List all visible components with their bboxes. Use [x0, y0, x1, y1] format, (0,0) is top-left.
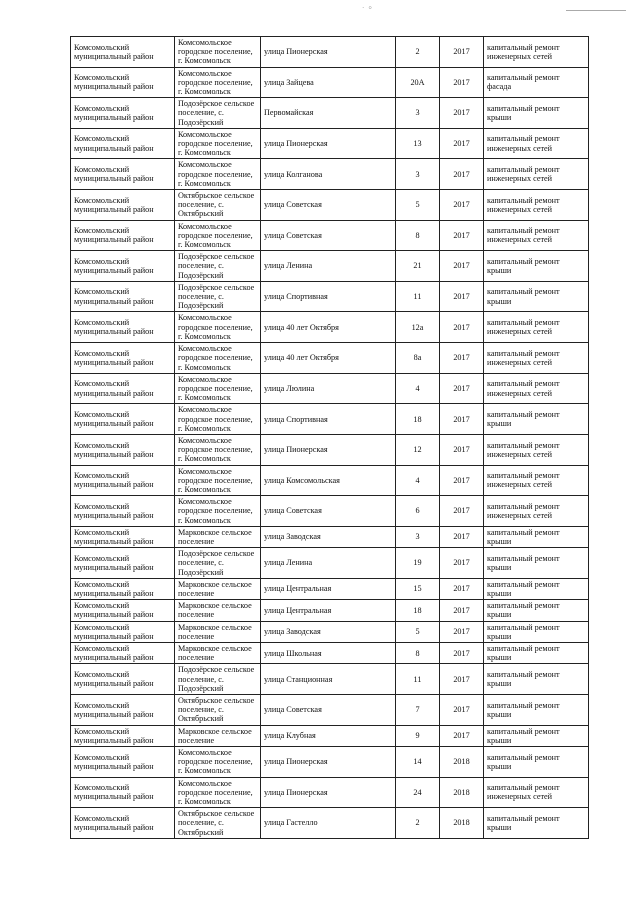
table-row [71, 695, 589, 726]
year-cell: 2017 [440, 67, 484, 98]
street-cell: Первомайская [261, 98, 396, 129]
street-cell: улица Школьная [261, 642, 396, 663]
work-type-cell: капитальный ремонт крыши [484, 404, 589, 435]
settlement-cell: Марковское сельское поселение [175, 526, 261, 547]
street-cell: улица Ленина [261, 548, 396, 579]
work-type-cell: капитальный ремонт крыши [484, 98, 589, 129]
settlement-cell: Комсомольское городское поселение, г. Комсомольск [175, 434, 261, 465]
settlement-cell: Комсомольское городское поселение, г. Комсомольск [175, 373, 261, 404]
settlement-cell: Комсомольское городское поселение, г. Комсомольск [175, 128, 261, 159]
work-type-cell: капитальный ремонт крыши [484, 808, 589, 839]
house-number-cell: 5 [396, 190, 440, 221]
table-row [71, 128, 589, 159]
house-number-cell: 11 [396, 664, 440, 695]
header-mark: · ⸰ [362, 4, 374, 12]
street-cell: улица Пионерская [261, 37, 396, 68]
table-row [71, 621, 589, 642]
year-cell: 2017 [440, 312, 484, 343]
district-cell: Комсомольский муниципальный район [71, 251, 175, 282]
settlement-cell: Комсомольское городское поселение, г. Комсомольск [175, 343, 261, 374]
house-number-cell: 3 [396, 98, 440, 129]
house-number-cell: 5 [396, 621, 440, 642]
year-cell: 2017 [440, 548, 484, 579]
district-cell: Комсомольский муниципальный район [71, 664, 175, 695]
district-cell: Комсомольский муниципальный район [71, 526, 175, 547]
house-number-cell: 18 [396, 600, 440, 621]
street-cell: улица Гастелло [261, 808, 396, 839]
settlement-cell: Комсомольское городское поселение, г. Комсомольск [175, 404, 261, 435]
work-type-cell: капитальный ремонт крыши [484, 642, 589, 663]
street-cell: улица Центральная [261, 578, 396, 599]
settlement-cell: Подозёрское сельское поселение, с. Подозёрский [175, 98, 261, 129]
table-row [71, 725, 589, 746]
street-cell: улица Советская [261, 496, 396, 527]
district-cell: Комсомольский муниципальный район [71, 621, 175, 642]
table-row [71, 808, 589, 839]
street-cell: улица Советская [261, 190, 396, 221]
year-cell: 2017 [440, 373, 484, 404]
year-cell: 2017 [440, 695, 484, 726]
house-number-cell: 2 [396, 37, 440, 68]
district-cell: Комсомольский муниципальный район [71, 343, 175, 374]
table-row [71, 281, 589, 312]
table-row [71, 777, 589, 808]
district-cell: Комсомольский муниципальный район [71, 808, 175, 839]
house-number-cell: 3 [396, 526, 440, 547]
work-type-cell: капитальный ремонт крыши [484, 578, 589, 599]
street-cell: улица Спортивная [261, 281, 396, 312]
district-cell: Комсомольский муниципальный район [71, 496, 175, 527]
street-cell: улица Пионерская [261, 747, 396, 778]
settlement-cell: Марковское сельское поселение [175, 642, 261, 663]
header-rule [566, 10, 626, 11]
settlement-cell: Марковское сельское поселение [175, 600, 261, 621]
district-cell: Комсомольский муниципальный район [71, 777, 175, 808]
street-cell: улица Клубная [261, 725, 396, 746]
settlement-cell: Октябрьское сельское поселение, с. Октябрьский [175, 190, 261, 221]
district-cell: Комсомольский муниципальный район [71, 281, 175, 312]
year-cell: 2017 [440, 159, 484, 190]
year-cell: 2017 [440, 220, 484, 251]
house-number-cell: 7 [396, 695, 440, 726]
house-number-cell: 19 [396, 548, 440, 579]
settlement-cell: Комсомольское городское поселение, г. Комсомольск [175, 777, 261, 808]
table-row [71, 496, 589, 527]
table-row [71, 190, 589, 221]
year-cell: 2017 [440, 251, 484, 282]
street-cell: улица Комсомольская [261, 465, 396, 496]
house-number-cell: 13 [396, 128, 440, 159]
year-cell: 2018 [440, 808, 484, 839]
house-number-cell: 9 [396, 725, 440, 746]
house-number-cell: 4 [396, 465, 440, 496]
work-type-cell: капитальный ремонт крыши [484, 281, 589, 312]
repair-registry-table [70, 36, 589, 839]
year-cell: 2017 [440, 281, 484, 312]
table-row [71, 434, 589, 465]
settlement-cell: Комсомольское городское поселение, г. Комсомольск [175, 67, 261, 98]
work-type-cell: капитальный ремонт инженерных сетей [484, 190, 589, 221]
work-type-cell: капитальный ремонт крыши [484, 747, 589, 778]
district-cell: Комсомольский муниципальный район [71, 373, 175, 404]
year-cell: 2017 [440, 600, 484, 621]
year-cell: 2017 [440, 434, 484, 465]
table-body [71, 37, 589, 839]
table-row [71, 98, 589, 129]
house-number-cell: 18 [396, 404, 440, 435]
district-cell: Комсомольский муниципальный район [71, 220, 175, 251]
settlement-cell: Комсомольское городское поселение, г. Комсомольск [175, 159, 261, 190]
house-number-cell: 8 [396, 220, 440, 251]
settlement-cell: Марковское сельское поселение [175, 621, 261, 642]
settlement-cell: Марковское сельское поселение [175, 578, 261, 599]
settlement-cell: Комсомольское городское поселение, г. Комсомольск [175, 747, 261, 778]
year-cell: 2017 [440, 664, 484, 695]
table-row [71, 251, 589, 282]
table-row [71, 373, 589, 404]
year-cell: 2017 [440, 128, 484, 159]
table-row [71, 526, 589, 547]
table-row [71, 159, 589, 190]
work-type-cell: капитальный ремонт инженерных сетей [484, 373, 589, 404]
district-cell: Комсомольский муниципальный район [71, 128, 175, 159]
work-type-cell: капитальный ремонт инженерных сетей [484, 312, 589, 343]
work-type-cell: капитальный ремонт крыши [484, 526, 589, 547]
year-cell: 2017 [440, 621, 484, 642]
table-row [71, 37, 589, 68]
settlement-cell: Комсомольское городское поселение, г. Комсомольск [175, 465, 261, 496]
house-number-cell: 3 [396, 159, 440, 190]
district-cell: Комсомольский муниципальный район [71, 434, 175, 465]
settlement-cell: Подозёрское сельское поселение, с. Подозёрский [175, 251, 261, 282]
house-number-cell: 21 [396, 251, 440, 282]
district-cell: Комсомольский муниципальный район [71, 747, 175, 778]
street-cell: улица Центральная [261, 600, 396, 621]
work-type-cell: капитальный ремонт инженерных сетей [484, 496, 589, 527]
settlement-cell: Комсомольское городское поселение, г. Комсомольск [175, 312, 261, 343]
street-cell: улица Заводская [261, 621, 396, 642]
table-row [71, 312, 589, 343]
work-type-cell: капитальный ремонт крыши [484, 251, 589, 282]
street-cell: улица Пионерская [261, 777, 396, 808]
work-type-cell: капитальный ремонт инженерных сетей [484, 128, 589, 159]
house-number-cell: 6 [396, 496, 440, 527]
settlement-cell: Октябрьское сельское поселение, с. Октябрьский [175, 808, 261, 839]
table-row [71, 642, 589, 663]
street-cell: улица Советская [261, 220, 396, 251]
table-row [71, 67, 589, 98]
house-number-cell: 12 [396, 434, 440, 465]
district-cell: Комсомольский муниципальный район [71, 578, 175, 599]
work-type-cell: капитальный ремонт инженерных сетей [484, 159, 589, 190]
street-cell: улица Ленина [261, 251, 396, 282]
year-cell: 2017 [440, 190, 484, 221]
settlement-cell: Подозёрское сельское поселение, с. Подозёрский [175, 281, 261, 312]
settlement-cell: Подозёрское сельское поселение, с. Подозёрский [175, 664, 261, 695]
work-type-cell: капитальный ремонт инженерных сетей [484, 37, 589, 68]
district-cell: Комсомольский муниципальный район [71, 548, 175, 579]
district-cell: Комсомольский муниципальный район [71, 465, 175, 496]
year-cell: 2017 [440, 98, 484, 129]
street-cell: улица 40 лет Октября [261, 343, 396, 374]
house-number-cell: 20А [396, 67, 440, 98]
work-type-cell: капитальный ремонт инженерных сетей [484, 465, 589, 496]
table-row [71, 343, 589, 374]
year-cell: 2017 [440, 465, 484, 496]
street-cell: улица Спортивная [261, 404, 396, 435]
table-row [71, 548, 589, 579]
work-type-cell: капитальный ремонт крыши [484, 664, 589, 695]
work-type-cell: капитальный ремонт крыши [484, 725, 589, 746]
district-cell: Комсомольский муниципальный район [71, 404, 175, 435]
year-cell: 2017 [440, 37, 484, 68]
table-row [71, 220, 589, 251]
street-cell: улица Советская [261, 695, 396, 726]
district-cell: Комсомольский муниципальный район [71, 190, 175, 221]
street-cell: улица Пионерская [261, 128, 396, 159]
house-number-cell: 8а [396, 343, 440, 374]
table-row [71, 578, 589, 599]
house-number-cell: 4 [396, 373, 440, 404]
district-cell: Комсомольский муниципальный район [71, 725, 175, 746]
district-cell: Комсомольский муниципальный район [71, 37, 175, 68]
district-cell: Комсомольский муниципальный район [71, 642, 175, 663]
work-type-cell: капитальный ремонт крыши [484, 600, 589, 621]
street-cell: улица Пионерская [261, 434, 396, 465]
work-type-cell: капитальный ремонт крыши [484, 695, 589, 726]
street-cell: улица Заводская [261, 526, 396, 547]
district-cell: Комсомольский муниципальный район [71, 67, 175, 98]
year-cell: 2018 [440, 747, 484, 778]
street-cell: улица Колганова [261, 159, 396, 190]
settlement-cell: Марковское сельское поселение [175, 725, 261, 746]
work-type-cell: капитальный ремонт инженерных сетей [484, 434, 589, 465]
year-cell: 2017 [440, 642, 484, 663]
street-cell: улица Станционная [261, 664, 396, 695]
street-cell: улица Люлина [261, 373, 396, 404]
table-row [71, 600, 589, 621]
year-cell: 2017 [440, 343, 484, 374]
district-cell: Комсомольский муниципальный район [71, 159, 175, 190]
district-cell: Комсомольский муниципальный район [71, 600, 175, 621]
work-type-cell: капитальный ремонт крыши [484, 548, 589, 579]
street-cell: улица 40 лет Октября [261, 312, 396, 343]
year-cell: 2017 [440, 526, 484, 547]
work-type-cell: капитальный ремонт инженерных сетей [484, 343, 589, 374]
house-number-cell: 12а [396, 312, 440, 343]
district-cell: Комсомольский муниципальный район [71, 695, 175, 726]
settlement-cell: Подозёрское сельское поселение, с. Подозёрский [175, 548, 261, 579]
house-number-cell: 14 [396, 747, 440, 778]
year-cell: 2017 [440, 496, 484, 527]
settlement-cell: Комсомольское городское поселение, г. Комсомольск [175, 37, 261, 68]
house-number-cell: 24 [396, 777, 440, 808]
district-cell: Комсомольский муниципальный район [71, 312, 175, 343]
year-cell: 2018 [440, 777, 484, 808]
work-type-cell: капитальный ремонт инженерных сетей [484, 220, 589, 251]
work-type-cell: капитальный ремонт инженерных сетей [484, 777, 589, 808]
settlement-cell: Октябрьское сельское поселение, с. Октябрьский [175, 695, 261, 726]
house-number-cell: 8 [396, 642, 440, 663]
table-row [71, 747, 589, 778]
settlement-cell: Комсомольское городское поселение, г. Комсомольск [175, 220, 261, 251]
house-number-cell: 11 [396, 281, 440, 312]
year-cell: 2017 [440, 725, 484, 746]
house-number-cell: 15 [396, 578, 440, 599]
street-cell: улица Зайцева [261, 67, 396, 98]
work-type-cell: капитальный ремонт фасада [484, 67, 589, 98]
year-cell: 2017 [440, 578, 484, 599]
table-row [71, 404, 589, 435]
year-cell: 2017 [440, 404, 484, 435]
table-row [71, 664, 589, 695]
table-row [71, 465, 589, 496]
house-number-cell: 2 [396, 808, 440, 839]
work-type-cell: капитальный ремонт крыши [484, 621, 589, 642]
district-cell: Комсомольский муниципальный район [71, 98, 175, 129]
settlement-cell: Комсомольское городское поселение, г. Комсомольск [175, 496, 261, 527]
